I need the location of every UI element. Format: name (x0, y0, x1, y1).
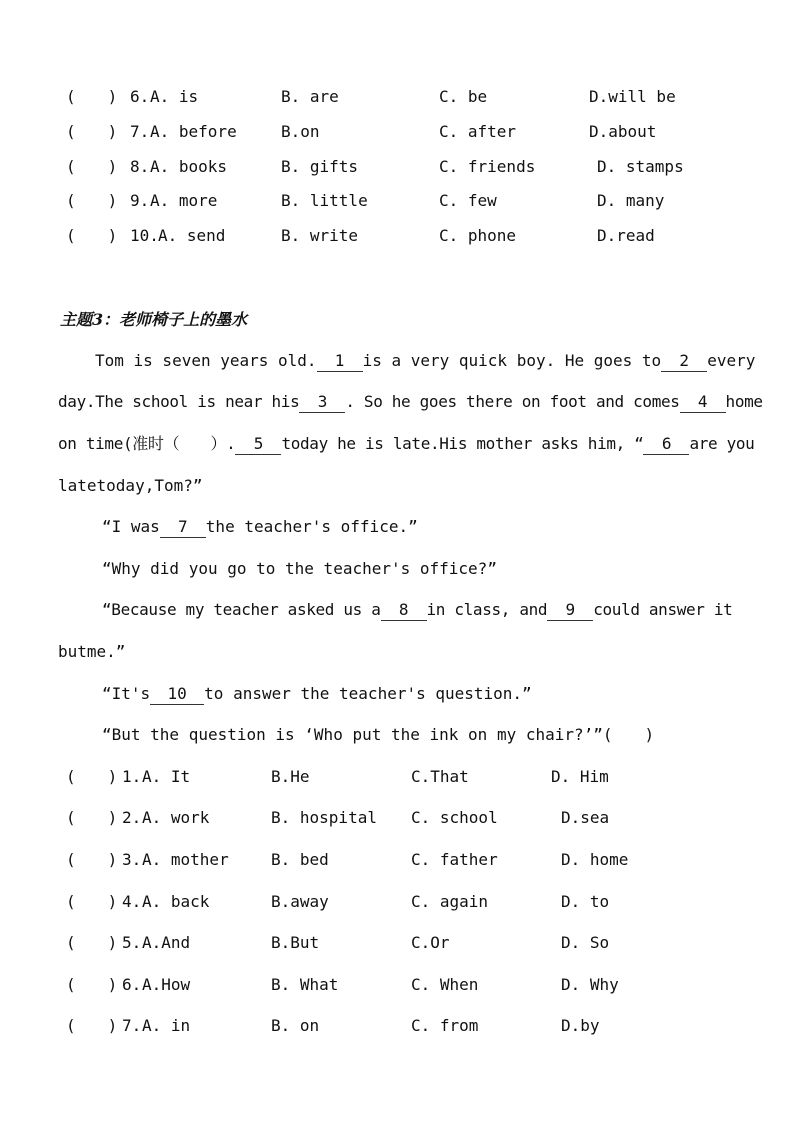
option-c: C. after (439, 122, 517, 141)
option-d: D. Him (551, 767, 609, 786)
option-d: D. Why (561, 975, 619, 994)
blank-9[interactable]: 9 (547, 600, 593, 621)
option-c: C. friends (439, 157, 536, 176)
question-row (0, 765, 794, 789)
option-b: B. little (281, 191, 368, 210)
blank-5[interactable]: 5 (235, 434, 281, 455)
option-d: D.by (561, 1016, 600, 1035)
question-number: 7. (130, 122, 150, 141)
question-number: 6. (122, 975, 142, 994)
option-c: C. phone (439, 226, 517, 245)
option-d: D. So (561, 933, 610, 952)
option-a: A. more (150, 191, 218, 210)
question-row (0, 85, 794, 109)
option-d: D.read (597, 226, 655, 245)
answer-paren[interactable]: ( ) (66, 892, 118, 911)
option-b: B. are (281, 87, 339, 106)
option-a: A. It (142, 767, 191, 786)
blank-10[interactable]: 10 (150, 684, 204, 705)
option-a: A. back (142, 892, 210, 911)
question-number: 4. (122, 892, 142, 911)
option-b: B. What (271, 975, 339, 994)
passage-line: “But the question is ‘Who put the ink on my chair?’”( ) (102, 725, 655, 744)
answer-paren[interactable]: ( ) (66, 226, 118, 245)
blank-8[interactable]: 8 (381, 600, 427, 621)
answer-paren[interactable]: ( ) (66, 975, 118, 994)
option-c: C. be (439, 87, 488, 106)
question-row (0, 806, 794, 830)
passage-line: on time(准时（ ）. 5 today he is late.His mother asks him, “ 6 are you (58, 434, 755, 453)
option-a: A. books (150, 157, 228, 176)
option-c: C.Or (411, 933, 450, 952)
answer-paren[interactable]: ( ) (66, 767, 118, 786)
option-a: A. before (150, 122, 237, 141)
question-number: 5. (122, 933, 142, 952)
question-row (0, 189, 794, 213)
option-d: D. stamps (597, 157, 684, 176)
option-b: B. write (281, 226, 359, 245)
question-number: 6. (130, 87, 150, 106)
question-number: 1. (122, 767, 142, 786)
blank-2[interactable]: 2 (661, 351, 707, 372)
option-b: B.But (271, 933, 320, 952)
blank-7[interactable]: 7 (160, 517, 206, 538)
option-a: A.And (142, 933, 191, 952)
option-d: D.will be (589, 87, 676, 106)
question-number: 3. (122, 850, 142, 869)
option-b: B.away (271, 892, 329, 911)
option-a: A. is (150, 87, 199, 106)
answer-paren[interactable]: ( ) (66, 933, 118, 952)
option-b: B. bed (271, 850, 329, 869)
question-number: 8. (130, 157, 150, 176)
blank-4[interactable]: 4 (680, 392, 726, 413)
option-a: A. work (142, 808, 210, 827)
question-number: 2. (122, 808, 142, 827)
option-a: A.How (142, 975, 191, 994)
option-d: D. many (597, 191, 665, 210)
answer-paren[interactable]: ( ) (66, 87, 118, 106)
answer-paren[interactable]: ( ) (66, 808, 118, 827)
passage-line: day.The school is near his 3 . So he goes there on foot and comes 4 home (58, 392, 763, 411)
passage-line: “Because my teacher asked us a 8 in class, and 9 could answer it (102, 600, 733, 619)
option-c: C. father (411, 850, 498, 869)
answer-paren[interactable]: ( ) (66, 122, 118, 141)
answer-paren[interactable]: ( ) (66, 1016, 118, 1035)
option-a: A. send (158, 226, 226, 245)
option-c: C. again (411, 892, 489, 911)
option-b: B.He (271, 767, 310, 786)
question-row (0, 973, 794, 997)
section-heading: 主题3：老师椅子上的墨水 (60, 310, 248, 329)
option-d: D.about (589, 122, 657, 141)
option-d: D. to (561, 892, 610, 911)
option-d: D.sea (561, 808, 610, 827)
answer-paren[interactable]: ( ) (66, 191, 118, 210)
option-c: C. few (439, 191, 497, 210)
passage-line: latetoday,Tom?” (58, 476, 203, 495)
option-c: C.That (411, 767, 469, 786)
blank-3[interactable]: 3 (299, 392, 345, 413)
question-row (0, 931, 794, 955)
option-b: B. gifts (281, 157, 359, 176)
option-b: B. hospital (271, 808, 377, 827)
question-row (0, 155, 794, 179)
answer-paren[interactable]: ( ) (66, 157, 118, 176)
answer-paren[interactable]: ( ) (66, 850, 118, 869)
question-row (0, 1014, 794, 1038)
blank-6[interactable]: 6 (643, 434, 689, 455)
question-row (0, 120, 794, 144)
passage-line: “Why did you go to the teacher's office?” (102, 559, 497, 578)
question-row (0, 890, 794, 914)
question-number: 9. (130, 191, 150, 210)
blank-1[interactable]: 1 (317, 351, 363, 372)
option-a: A. in (142, 1016, 191, 1035)
question-row (0, 848, 794, 872)
passage-line: butme.” (58, 642, 126, 661)
question-number: 10. (130, 226, 159, 245)
passage-line: “It's 10 to answer the teacher's question.” (102, 684, 532, 703)
passage-line: “I was 7 the teacher's office.” (102, 517, 418, 536)
passage-line: Tom is seven years old. 1 is a very quick boy. He goes to 2 every (95, 351, 756, 370)
option-b: B.on (281, 122, 320, 141)
option-d: D. home (561, 850, 629, 869)
question-row (0, 224, 794, 248)
option-c: C. When (411, 975, 479, 994)
question-number: 7. (122, 1016, 142, 1035)
option-c: C. school (411, 808, 498, 827)
option-b: B. on (271, 1016, 320, 1035)
option-c: C. from (411, 1016, 479, 1035)
option-a: A. mother (142, 850, 229, 869)
